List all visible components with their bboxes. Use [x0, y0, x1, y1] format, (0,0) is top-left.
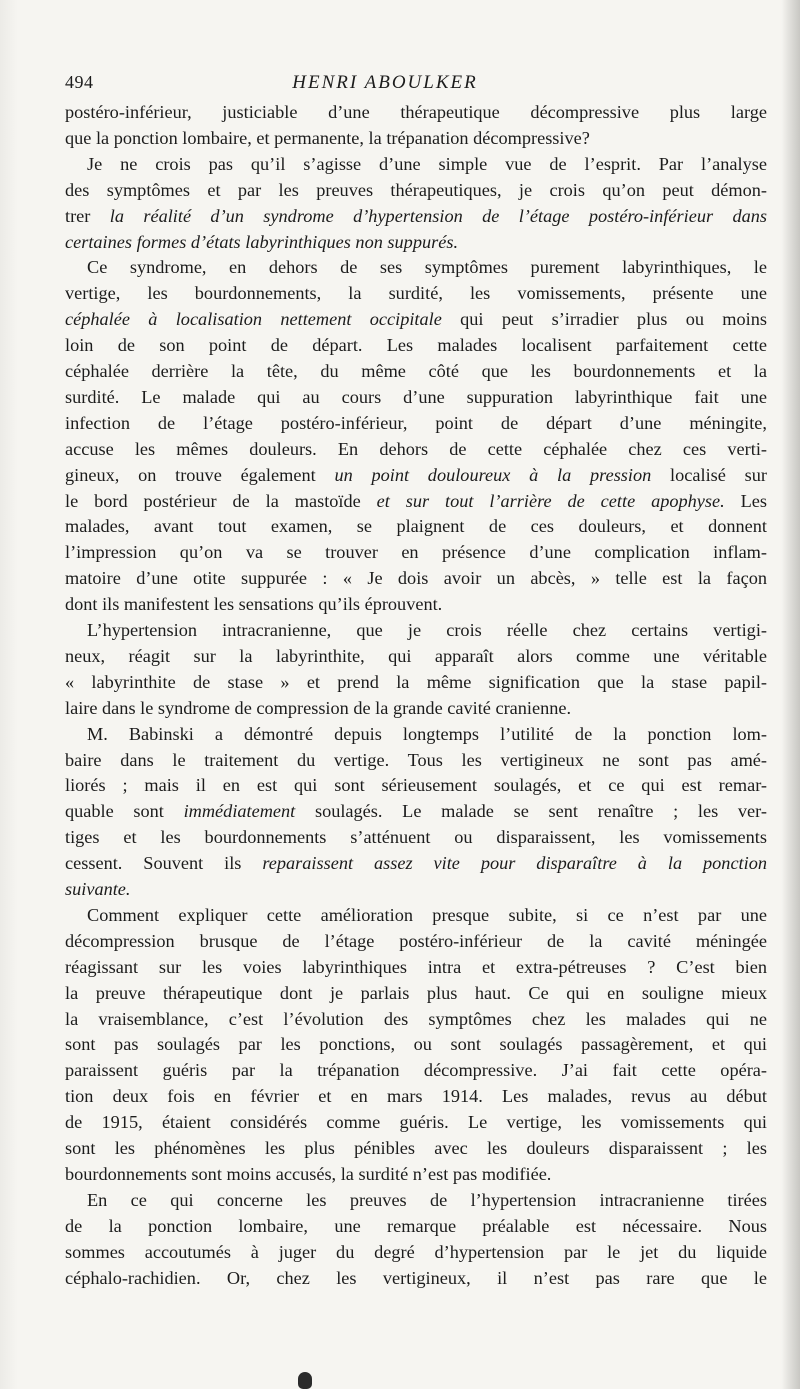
text-line	[65, 385, 767, 409]
text-run: malades, avant tout examen, se plaignent de ces douleurs, et donnent	[65, 516, 767, 537]
text-run: trer	[65, 205, 110, 226]
text-line	[65, 437, 767, 461]
text-run: l’impression qu’on va se trouver en présence d’une complication inflam-	[65, 542, 767, 563]
text-run: baire dans le traitement du vertige. Tous les vertigineux ne sont pas amé-	[65, 749, 767, 770]
text-line	[65, 955, 767, 979]
text-run: bourdonnements sont moins accusés, la surdité n’est pas modifiée.	[65, 1163, 552, 1184]
text-run: « labyrinthite de stase » et prend la même signification que la stase papil-	[65, 671, 767, 692]
text-run: postéro-inférieur, justiciable d’une thérapeutique décompressive plus large	[65, 102, 767, 122]
text-line	[65, 1007, 767, 1031]
text-line	[65, 592, 767, 616]
text-run: M. Babinski a démontré depuis longtemps l’utilité de la ponction lom-	[87, 723, 767, 744]
text-line	[65, 1110, 767, 1134]
italic-text: reparaissent assez vite pour disparaître à la ponction	[262, 853, 767, 874]
italic-text: et sur tout l’arrière de cette apophyse.	[376, 490, 725, 511]
text-line	[65, 1240, 767, 1264]
text-line	[65, 1032, 767, 1056]
text-run: En ce qui concerne les preuves de l’hypertension intracranienne tirées	[87, 1189, 767, 1210]
text-line	[65, 981, 767, 1005]
text-run: matoire d’une otite suppurée : « Je dois avoir un abcès, » telle est la façon	[65, 568, 767, 589]
text-run: céphalo-rachidien. Or, chez les vertigineux, il n’est pas rare que le	[65, 1267, 767, 1288]
text-run: quable sont	[65, 801, 184, 822]
text-line	[65, 333, 767, 357]
text-run: laire dans le syndrome de compression de la grande cavité cranienne.	[65, 697, 572, 718]
text-line	[65, 799, 767, 823]
text-line	[87, 618, 767, 642]
text-line	[65, 307, 767, 331]
page-header	[65, 72, 765, 98]
text-run: liorés ; mais il en est qui sont sérieusement soulagés, et ce qui est remar-	[65, 775, 767, 796]
text-line	[65, 463, 767, 487]
text-line	[87, 255, 767, 279]
text-line	[65, 1266, 767, 1290]
italic-text: un point douloureux à la pression	[334, 464, 652, 485]
text-run: vertige, les bourdonnements, la surdité, les vomissements, présente une	[65, 283, 767, 304]
text-run: Ce syndrome, en dehors de ses symptômes purement labyrinthiques, le	[87, 257, 767, 278]
text-run: tiges et les bourdonnements s’atténuent ou disparaissent, les vomissements	[65, 827, 767, 848]
page-edge-shadow	[782, 0, 800, 1389]
text-line	[65, 696, 767, 720]
text-run: loin de son point de départ. Les malades localisent parfaitement cette	[65, 335, 767, 356]
text-run: gineux, on trouve également	[65, 464, 335, 485]
text-run: dont ils manifestent les sensations qu’ils éprouvent.	[65, 594, 443, 615]
text-line	[87, 722, 767, 746]
text-line	[65, 281, 767, 305]
italic-text: la réalité d’un syndrome d’hypertension de l’étage postéro-inférieur dans	[109, 205, 767, 226]
italic-text: céphalée à localisation nettement occipitale	[65, 309, 442, 330]
text-line	[65, 773, 767, 797]
text-line	[65, 1058, 767, 1082]
text-run: Comment expliquer cette amélioration presque subite, si ce n’est par une	[87, 904, 767, 925]
running-title: HENRI ABOULKER	[292, 72, 478, 93]
text-run: neux, réagit sur la labyrinthite, qui apparaît alors comme une véritable	[65, 645, 767, 666]
text-run: surdité. Le malade qui au cours d’une suppuration labyrinthique fait une	[65, 386, 767, 407]
text-run: de la ponction lombaire, une remarque préalable est nécessaire. Nous	[65, 1215, 767, 1236]
text-run: réagissant sur les voies labyrinthiques intra et extra-pétreuses ? C’est bien	[65, 956, 767, 977]
text-run: paraissent guéris par la trépanation décompressive. J’ai fait cette opéra-	[65, 1060, 767, 1081]
text-run: de 1915, étaient considérés comme guéris. Le vertige, les vomissements qui	[65, 1112, 767, 1133]
text-run: sont pas soulagés par les ponctions, ou sont soulagés passagèrement, et qui	[65, 1034, 767, 1055]
text-line	[65, 748, 767, 772]
text-line	[87, 903, 767, 927]
text-run: que la ponction lombaire, et permanente, la trépanation décompressive?	[65, 127, 590, 148]
text-line	[65, 566, 767, 590]
text-run: Les	[724, 490, 767, 511]
text-run: la preuve thérapeutique dont je parlais plus haut. Ce qui en souligne mieux	[65, 982, 767, 1003]
text-run: tion deux fois en février et en mars 1914. Les malades, revus au début	[65, 1086, 767, 1107]
text-line	[65, 825, 767, 849]
text-line	[65, 204, 767, 228]
text-run: décompression brusque de l’étage postéro-inférieur de la cavité méningée	[65, 930, 767, 951]
text-run: qui peut s’irradier plus ou moins	[441, 309, 767, 330]
text-line	[87, 1188, 767, 1212]
text-run: accuse les mêmes douleurs. En dehors de cette céphalée chez ces verti-	[65, 438, 767, 459]
text-run: céphalée derrière la tête, du même côté que les bourdonnements et la	[65, 361, 767, 381]
text-line	[65, 670, 767, 694]
text-line	[65, 359, 767, 383]
text-run: infection de l’étage postéro-inférieur, point de départ d’une méningite,	[65, 412, 767, 433]
text-line	[65, 411, 767, 435]
text-line	[65, 514, 767, 538]
text-run: cessent. Souvent ils	[65, 853, 263, 874]
text-run: le bord postérieur de la mastoïde	[65, 490, 377, 511]
text-run: la vraisemblance, c’est l’évolution des symptômes chez les malades qui ne	[65, 1008, 767, 1029]
text-line	[65, 1136, 767, 1160]
italic-text: immédiatement	[183, 801, 296, 822]
text-line	[65, 489, 767, 513]
text-line	[65, 230, 767, 254]
text-line	[65, 851, 767, 875]
text-run: L’hypertension intracranienne, que je crois réelle chez certains vertigi-	[87, 620, 767, 640]
text-line	[65, 178, 767, 202]
text-line	[87, 152, 767, 176]
text-line	[65, 877, 767, 901]
text-line	[65, 644, 767, 668]
text-run: localisé sur	[651, 464, 767, 485]
text-line	[65, 1084, 767, 1108]
text-run: soulagés. Le malade se sent renaître ; les ver-	[295, 801, 767, 822]
text-line	[65, 929, 767, 953]
text-line	[65, 1214, 767, 1238]
text-line	[65, 540, 767, 564]
text-run: sont les phénomènes les plus pénibles avec les douleurs disparaissent ; les	[65, 1138, 767, 1158]
italic-text: certaines formes d’états labyrinthiques non suppurés.	[65, 231, 459, 252]
text-run: des symptômes et par les preuves thérapeutiques, je crois qu’on peut démon-	[65, 179, 767, 200]
text-line	[65, 1162, 767, 1186]
text-line	[65, 126, 767, 150]
text-line	[65, 100, 767, 124]
ink-blot	[298, 1372, 312, 1389]
text-run: Je ne crois pas qu’il s’agisse d’une simple vue de l’esprit. Par l’analyse	[87, 153, 767, 174]
text-run: sommes accoutumés à juger du degré d’hypertension par le jet du liquide	[65, 1241, 767, 1262]
page-number: 494	[65, 72, 94, 92]
italic-text: suivante.	[65, 879, 131, 899]
